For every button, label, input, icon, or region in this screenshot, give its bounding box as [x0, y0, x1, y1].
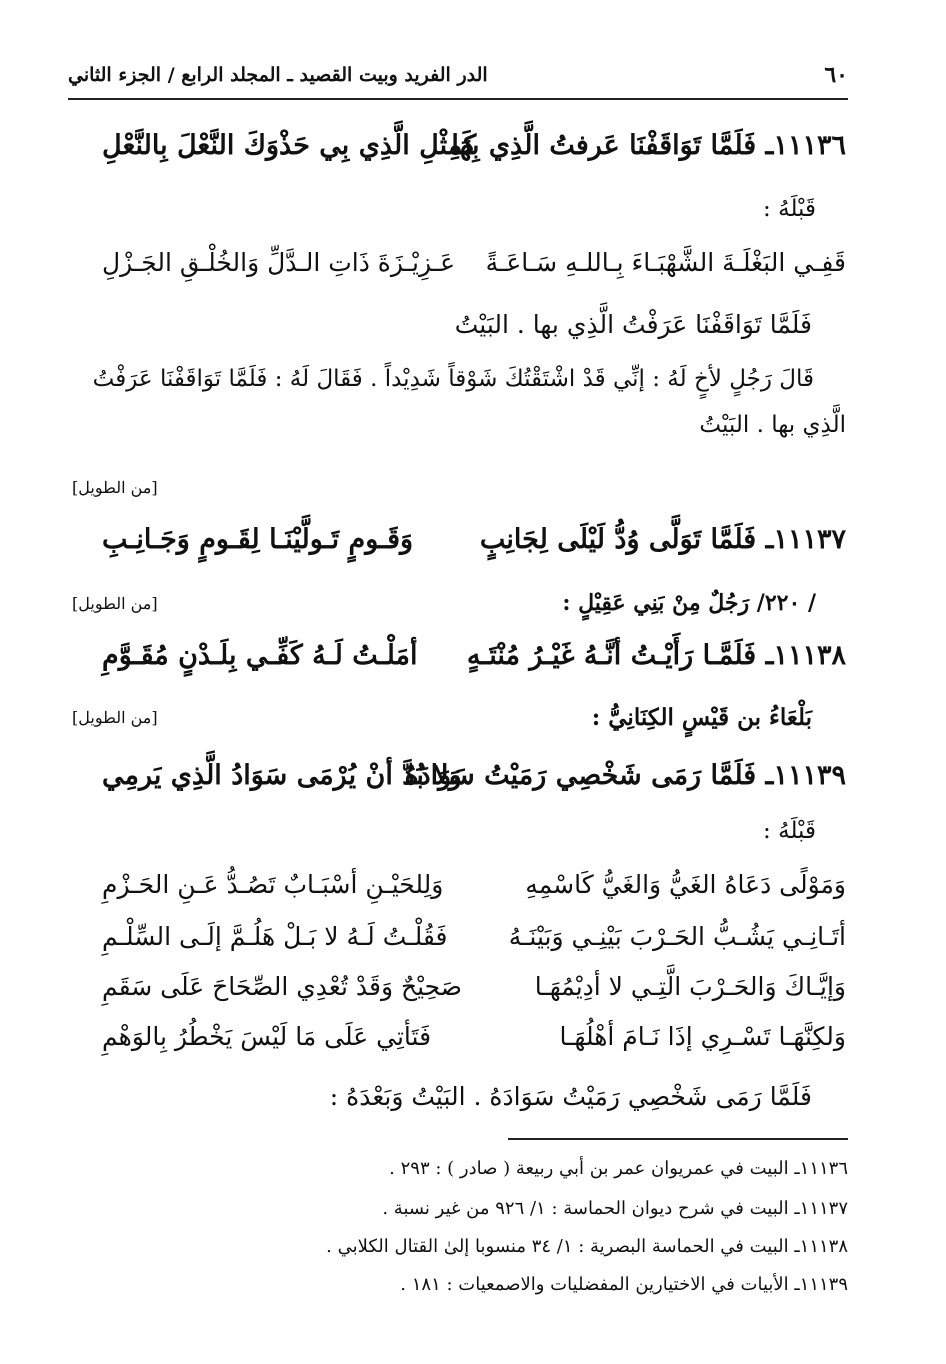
- poet-attribution-balaa: بَلْعَاءُ بن قَيْسٍ الكِنَانِيُّ :: [591, 704, 812, 731]
- couplet-3-second-hemistich: صَحِيْحٌ وَقَدْ تُعْدِي الصِّحَاحَ عَلَى سَقَمِ: [102, 972, 463, 1001]
- page-number: ٦٠: [824, 62, 848, 88]
- prose-line-2: الَّذِي بها . البَيْتُ: [699, 412, 846, 438]
- couplet-1-second-hemistich: وَلِلحَيْـنِ أسْبَـابٌ تَصُـدُّ عَـنِ الحَـزْمِ: [102, 870, 444, 899]
- meter-label: [من الطويل]: [72, 594, 158, 613]
- closing-line: فَلَمَّا رَمَى شَخْصِي رَمَيْتُ سَوَادَهُ . البَيْتُ وَبَعْدَهُ :: [329, 1082, 812, 1111]
- verse-11138-first-hemistich: ١١١٣٨ـ فَلَمَّـا رَأَيْـتُ أنَّـهُ غَيْـرُ مُنْتَـهٍ: [466, 640, 846, 671]
- footnote-separator: [508, 1138, 848, 1140]
- verse-11137-first-hemistich: ١١١٣٧ـ فَلَمَّا تَوَلَّى وُدُّ لَيْلَى لِجَانِبٍ: [479, 524, 846, 555]
- couplet-3-first-hemistich: وَإيَّـاكَ وَالحَـرْبَ الَّتِـي لا أدِيْمُهَـا: [534, 972, 846, 1001]
- qablahu-label: قَبْلَهُ :: [763, 818, 816, 844]
- couplet-2-first-hemistich: أتَـانِـي يَشُـبُّ الحَـرْبَ بَيْنِـي وَبَيْنَـهُ: [508, 922, 846, 951]
- footnote-11137: ١١١٣٧ـ البيت في شرح ديوان الحماسة : ١/ ٩٢٦ من غير نسبة .: [382, 1198, 848, 1219]
- preceding-verse-second-hemistich: عَـزِيْـزَةَ ذَاتِ الـدَّلِّ وَالخُلْـقِ الجَـزْلِ: [102, 248, 455, 277]
- meter-label: [من الطويل]: [72, 708, 158, 727]
- prose-line-1: قَالَ رَجُلٍ لأخٍ لَهُ : إنِّي قَدْ اشْتَقْتُكَ شَوْقاً شَدِيْداً . فَقَالَ لَهُ : فَلَمَّا تَوَاقَفْنَا عَرَفْتُ: [92, 366, 814, 392]
- header-rule: [68, 98, 848, 100]
- verse-11139-second-hemistich: وَلا بُدَّ أنْ يُرْمَى سَوَادُ الَّذِي يَرمِي: [102, 760, 462, 791]
- verse-11138-second-hemistich: أمَلْـتُ لَـهُ كَفِّـي بِلَـدْنٍ مُقَـوَّمِ: [102, 640, 418, 671]
- footnote-11139: ١١١٣٩ـ الأبيات في الاختيارين المفضليات والاصمعيات : ١٨١ .: [400, 1274, 848, 1295]
- footnote-11136: ١١١٣٦ـ البيت في عمريوان عمر بن أبي ربيعة ( صادر ) : ٢٩٣ .: [389, 1158, 848, 1179]
- verse-11136-second-hemistich: كَمِثْلِ الَّذِي بِي حَذْوَكَ النَّعْلَ بِالنَّعْلِ: [102, 130, 477, 161]
- qablahu-label: قَبْلَهُ :: [763, 196, 816, 222]
- footnote-11138: ١١١٣٨ـ البيت في الحماسة البصرية : ١/ ٣٤ منسوبا إلىٰ القتال الكلابي .: [326, 1236, 848, 1257]
- running-header-title: الدر الفريد وبيت القصيد ـ المجلد الرابع / الجزء الثاني: [68, 64, 488, 86]
- poet-attribution-220: / ٢٢٠/ رَجُلٌ مِنْ بَنِي عَقِيْلٍ :: [562, 590, 816, 616]
- couplet-4-second-hemistich: فَتَأتِي عَلَى مَا لَيْسَ يَخْطُرُ بِالوَهْمِ: [102, 1022, 432, 1051]
- couplet-1-first-hemistich: وَمَوْلًى دَعَاهُ الغَيُّ وَالغَيُّ كَاسْمِهِ: [525, 870, 846, 899]
- meter-label: [من الطويل]: [72, 478, 158, 497]
- couplet-4-first-hemistich: وَلكِنَّهَـا تَسْـرِي إذَا نَـامَ أهْلُهَـا: [559, 1022, 846, 1051]
- couplet-2-second-hemistich: فَقُلْـتُ لَـهُ لا بَـلْ هَلُـمَّ إلَـى السِّلْـمِ: [102, 922, 448, 951]
- verse-11137-second-hemistich: وَقَـومٍ تَـولَّيْنَـا لِقَـومٍ وَجَـانِـبِ: [102, 524, 414, 555]
- preceding-verse-continuation: فَلَمَّا تَوَاقَفْنَا عَرَفْتُ الَّذِي بها . البَيْتُ: [454, 310, 812, 339]
- verse-11139-first-hemistich: ١١١٣٩ـ فَلَمَّا رَمَى شَخْصِي رَمَيْتُ سَوَادَهُ: [404, 760, 846, 791]
- preceding-verse-first-hemistich: قَفِـي البَغْلَـةَ الشَّهْبَـاءَ بِـاللـهِ سَـاعَـةً: [485, 248, 846, 277]
- verse-11136-first-hemistich: ١١١٣٦ـ فَلَمَّا تَوَاقَفْنَا عَرفتُ الَّذِي بِهَا: [451, 130, 846, 161]
